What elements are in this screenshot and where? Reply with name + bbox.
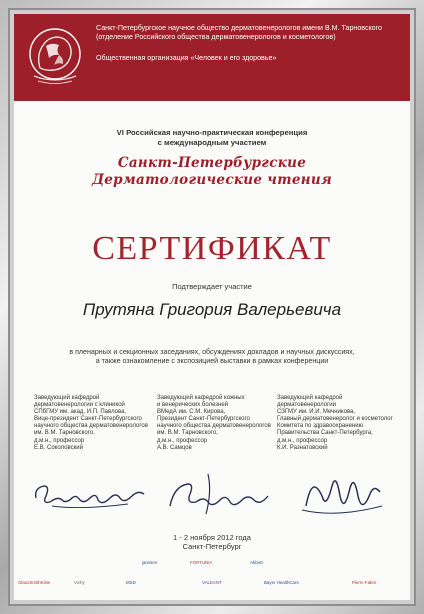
signature-2	[164, 466, 274, 521]
event-city: Санкт-Петербург	[182, 542, 242, 551]
certificate-heading: СЕРТИФИКАТ	[92, 230, 332, 267]
signatory-2-line: д.м.н., профессор	[157, 437, 208, 444]
conference-title	[54, 155, 370, 189]
signatory-2-line: и венерических болезней	[157, 402, 229, 409]
signatory-3-name: К.И. Разнатовский	[277, 444, 328, 451]
conference-line2: с международным участием	[157, 137, 267, 147]
conference-line1: VI Российская научно-практическая конференция	[116, 128, 308, 137]
event-date-location	[14, 533, 410, 551]
sponsor-logo: GlaxoSmithKline	[18, 580, 51, 585]
sponsor-logo: janssen	[142, 560, 158, 565]
conference-title-line2: Дерматологические чтения	[91, 172, 333, 188]
sponsor-logo: VALEANT	[202, 580, 222, 585]
signatory-1-line: им. В.М. Тарновского,	[34, 430, 95, 437]
sponsor-logo: FORTUNIA	[190, 560, 213, 565]
signatory-1-line: научного общества дерматовенерологов	[34, 423, 148, 430]
society-name-line2: (отделение Российского общества дерматовенерологов и косметологов)	[96, 32, 336, 41]
description-line1: в пленарных и секционных заседаниях, обсуждениях докладов и научных дискуссиях,	[69, 348, 355, 356]
signatory-3-line: Заведующий кафедрой	[277, 395, 343, 401]
signatory-2-line: научного общества дерматовенерологов	[157, 423, 271, 430]
signatory-3-line: СЗГМУ им. И.И. Мечникова,	[277, 409, 356, 416]
signatory-1-name: Е.В. Соколовский	[34, 444, 83, 451]
signatory-1-line: дерматовенерологии с клиникой	[34, 402, 125, 409]
society-logo-icon	[26, 24, 84, 88]
signatory-1-line: СПбГМУ им. акад. И.П. Павлова,	[34, 409, 127, 416]
description-line2: а также ознакомление с экспозицией выставки в рамках конференции	[95, 357, 329, 365]
signatory-3-line: Главный дерматовенеролог и косметолог	[277, 416, 393, 423]
signatory-3-line: д.м.н., профессор	[277, 437, 328, 444]
society-name	[96, 24, 401, 41]
confirms-text: Подтверждает участие	[172, 282, 252, 291]
signatory-2-line: им. В.М. Тарновского,	[157, 430, 218, 437]
signatory-2-line: Президент Санкт-Петербургского	[157, 416, 250, 423]
sponsor-logo: Abbott	[250, 560, 263, 565]
sponsor-logo: Vichy	[74, 580, 85, 585]
sponsor-logo: Pierre Fabre	[352, 580, 377, 585]
signatory-2-line: ВМедА им. С.М. Кирова,	[157, 409, 226, 416]
header-banner	[14, 14, 410, 101]
organization-name: Общественная организация «Человек и его здоровье»	[96, 54, 277, 62]
signatory-2	[157, 395, 272, 452]
signatory-1-line: Вице-президент Санкт-Петербургского	[34, 416, 142, 423]
sponsor-logo: Bayer HealthCare	[264, 580, 299, 585]
sponsor-logo: MSD	[126, 580, 136, 585]
signature-3	[296, 466, 386, 521]
society-name-line1: Санкт-Петербургское научное общество дерматовенерологов имени В.М. Тарновского	[96, 24, 383, 32]
sponsors-bar	[14, 558, 410, 600]
signatory-1	[34, 395, 149, 452]
signatory-2-name: А.В. Самцов	[157, 444, 192, 451]
signatory-2-line: Заведующий кафедрой кожных	[157, 395, 245, 401]
participation-description	[54, 348, 370, 366]
participant-name: Прутяна Григория Валерьевича	[82, 300, 342, 319]
event-date: 1 - 2 ноября 2012 года	[173, 533, 251, 542]
signatory-1-line: Заведующий кафедрой	[34, 395, 100, 401]
certificate-sheet	[14, 14, 410, 600]
conference-title-line1: Санкт-Петербургские	[117, 155, 307, 171]
signatory-3-line: дерматовенерологии	[277, 402, 336, 409]
signatory-3-line: Комитета по здравоохранению	[277, 423, 364, 430]
signatory-3-line: Правительства Санкт-Петербурга,	[277, 430, 373, 437]
signature-1	[32, 466, 150, 521]
signatory-3	[277, 395, 392, 452]
signatory-1-line: д.м.н., профессор	[34, 437, 85, 444]
conference-heading	[54, 128, 370, 147]
